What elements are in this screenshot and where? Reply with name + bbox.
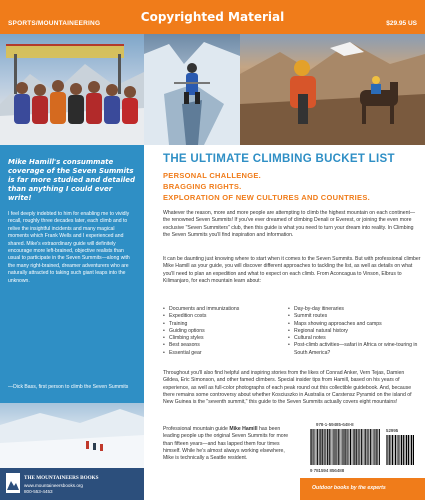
feature-item: • Expedition costs [163,313,283,320]
tagline-bar [300,478,425,500]
feature-item: • Climbing styles [163,335,283,342]
snowfield-illustration [0,403,144,473]
crevasse-climber-photo [144,34,240,145]
isbn-bottom: 9 781594 856488 [310,468,345,473]
price-label: $29.95 US [386,20,417,27]
sidebar-quote: Mike Hamill's consummate coverage of the Seven Summits is far more studied and detailed than anything I could ever write! [8,158,136,202]
bio-text: has been leading people up the original Seven Summits for more than fifteen years—and has lapped them four times himself. While he's almost always working elsewhere, Mike is technically a Seattle resident. [163,426,289,462]
approach-paragraph: It can be daunting just knowing where to start when it comes to the Seven Summits. But with professional climber Mike Hamill as your guide, you will discover different approaches to tackling the list, as well as details on what you'll need to plan an expedition and what to expect on each climb. From Aconcagua to Vinson, Elbrus to Kilimanjaro, for each mountain learn about: [163,256,421,284]
feature-list-left [163,306,283,357]
sidebar-endorsement: I feel deeply indebted to him for enabling me to vividly recall, roughly three decades later, each climb and to relive the insightful incidents and many magical moments which Frank Wells and I experienced and shared. Mike's extraordinary guide will definitely encourage more left-brained, objective realists than usual to participate in the Seven Summits—along with the many right-brained, dreamer adventurers who are naturally attracted to taking such giant leaps into the unknown. [8,211,130,284]
barcode-addon-bars-icon [386,435,414,465]
isbn-top: 978-1-59485-648-8 [316,422,354,427]
feature-item: • Documents and immunizations [163,306,283,313]
author-bio [163,426,291,462]
feature-list-right [288,306,423,357]
feature-item: • Post-climb activities—safari in Africa or wine-touring in South America? [288,342,423,357]
endorsement-sidebar [0,145,144,500]
barcode-block [300,422,420,474]
copyright-watermark: Copyrighted Material [140,10,285,24]
summit-group-illustration [0,34,144,145]
bio-lead: Professional mountain guide [163,426,228,432]
tagline: Outdoor books by the experts [312,485,386,491]
publisher-phone: 800-553-4453 [24,489,53,494]
subhead-personal-challenge: PERSONAL CHALLENGE. [163,171,262,180]
headline: THE ULTIMATE CLIMBING BUCKET LIST [163,153,395,165]
feature-item: • Best seasons [163,342,283,349]
subhead-exploration: EXPLORATION OF NEW CULTURES AND COUNTRIES. [163,193,371,202]
feature-item: • Training [163,321,283,328]
snowfield-photo [0,403,144,473]
category-label: SPORTS/MOUNTAINEERING [8,20,101,27]
feature-item: • Regional natural history [288,328,423,335]
feature-item: • Cultural notes [288,335,423,342]
summit-group-photo [0,34,144,145]
stories-paragraph: Throughout you'll also find helpful and inspiring stories from the likes of Conrad Anker, Vern Tejas, Damien Gildea, Eric Simonson, and other famed climbers. Special insider tips from Hamill, based on his years of experience, as well as full-color photographs of each peak round out this collectible guidebook. And, because there remains some controversy about whether Kosciuszko in Australia or Carstensz Pyramid on the island of New Guinea is the "seventh summit," this guide to the Seven Summits actually covers eight mountains! [163,370,412,406]
mountaineers-logo-icon [6,473,20,493]
top-bar [0,0,425,34]
mule-mountain-photo [240,34,425,145]
feature-item: • Summit routes [288,313,423,320]
feature-item: • Guiding options [163,328,283,335]
feature-item: • Maps showing approaches and camps [288,321,423,328]
subhead-bragging-rights: BRAGGING RIGHTS. [163,182,242,191]
feature-item: • Essential gear [163,350,283,357]
feature-item: • Day-by-day itineraries [288,306,423,313]
price-code: 52995 [386,428,399,433]
crevasse-climber-illustration [144,34,240,145]
publisher-url: www.mountaineersbooks.org [24,483,83,488]
sidebar-signature: —Dick Bass, first person to climb the Seven Summits [8,384,129,390]
author-name: Mike Hamill [229,426,258,432]
publisher-block [0,468,144,500]
publisher-name: THE MOUNTAINEERS BOOKS [24,475,99,481]
intro-paragraph: Whatever the reason, more and more people are attempting to climb the highest mountain on each continent—the renowned Seven Summits! If you've ever dreamed of climbing Denali or Everest, or joining the even more exclusive "Seven Summiters" club, then this guide is what you need to turn your dream into reality. In Climbing the Seven Summits you'll find inspiration and information. [163,210,416,238]
mule-mountain-illustration [240,34,425,145]
barcode-bars-icon [310,429,380,465]
